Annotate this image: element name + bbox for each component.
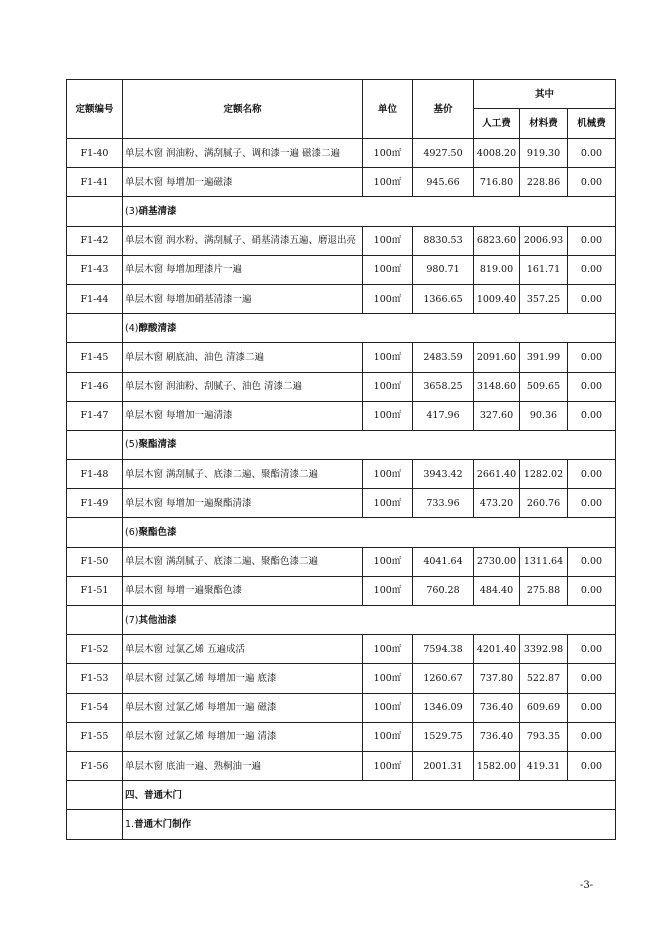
- row-code: F1-56: [67, 751, 123, 780]
- table-body: [67, 139, 616, 840]
- row-unit: 100㎡: [363, 722, 413, 751]
- row-unit: 100㎡: [363, 372, 413, 401]
- row-name: 单层木窗 每增加理漆片一遍: [123, 255, 363, 284]
- table-row: [67, 226, 616, 255]
- row-name: 单层木窗 每增加一遍磁漆: [123, 168, 363, 197]
- row-material: 260.76: [520, 489, 568, 518]
- row-material: 357.25: [520, 284, 568, 313]
- row-unit: 100㎡: [363, 401, 413, 430]
- row-name: 单层木窗 每增加一遍清漆: [123, 401, 363, 430]
- table-row: [67, 489, 616, 518]
- row-base-price: 733.96: [413, 489, 474, 518]
- table-row: [67, 401, 616, 430]
- section-title: 四、普通木门: [125, 789, 183, 801]
- row-name: 单层木窗 每增加一遍聚酯清漆: [123, 489, 363, 518]
- section-title: 硝基清漆: [138, 205, 177, 217]
- row-base-price: 8830.53: [413, 226, 474, 255]
- row-labor: 737.80: [474, 664, 520, 693]
- section-code-cell: [67, 606, 123, 635]
- section-title: 普通木门制作: [134, 818, 192, 830]
- row-unit: 100㎡: [363, 664, 413, 693]
- row-machine: 0.00: [568, 664, 616, 693]
- row-machine: 0.00: [568, 635, 616, 664]
- row-name: 单层木窗 底油一遍、熟桐油一遍: [123, 751, 363, 780]
- row-labor: 3148.60: [474, 372, 520, 401]
- row-material: 391.99: [520, 343, 568, 372]
- row-code: F1-52: [67, 635, 123, 664]
- row-base-price: 980.71: [413, 255, 474, 284]
- row-name: 单层木窗 过氯乙烯 每增加一遍 清漆: [123, 722, 363, 751]
- section-title: 醇酸清漆: [138, 322, 177, 334]
- section-title: 聚酯色漆: [138, 527, 177, 539]
- row-material: 228.86: [520, 168, 568, 197]
- row-base-price: 945.66: [413, 168, 474, 197]
- row-material: 522.87: [520, 664, 568, 693]
- table-row: [67, 664, 616, 693]
- section-code-cell: [67, 810, 123, 839]
- row-code: F1-43: [67, 255, 123, 284]
- row-material: 2006.93: [520, 226, 568, 255]
- header-among: 其中: [474, 80, 616, 109]
- row-base-price: 1346.09: [413, 693, 474, 722]
- row-machine: 0.00: [568, 343, 616, 372]
- row-code: F1-55: [67, 722, 123, 751]
- table-row: [67, 343, 616, 372]
- row-base-price: 760.28: [413, 576, 474, 605]
- row-machine: 0.00: [568, 460, 616, 489]
- table-row: [67, 460, 616, 489]
- row-labor: 4201.40: [474, 635, 520, 664]
- row-unit: 100㎡: [363, 635, 413, 664]
- row-material: 1282.02: [520, 460, 568, 489]
- row-labor: 327.60: [474, 401, 520, 430]
- row-material: 1311.64: [520, 547, 568, 576]
- page-number: -3-: [580, 880, 594, 891]
- row-name: 单层木窗 润水粉、满刮腻子、硝基清漆五遍、磨退出亮: [123, 226, 363, 255]
- row-labor: 819.00: [474, 255, 520, 284]
- header-code: 定额编号: [67, 80, 123, 139]
- row-machine: 0.00: [568, 751, 616, 780]
- table-row: [67, 547, 616, 576]
- row-name: 单层木窗 过氯乙烯 每增加一遍 磁漆: [123, 693, 363, 722]
- section-prefix: (5): [125, 439, 139, 451]
- table-row: [67, 635, 616, 664]
- row-labor: 736.40: [474, 693, 520, 722]
- section-heading: [123, 314, 616, 343]
- header-material: 材料费: [520, 109, 568, 139]
- row-material: 161.71: [520, 255, 568, 284]
- row-labor: 1582.00: [474, 751, 520, 780]
- section-row: [67, 781, 616, 810]
- row-name: 单层木窗 每增加硝基清漆一遍: [123, 284, 363, 313]
- row-unit: 100㎡: [363, 460, 413, 489]
- section-row: [67, 810, 616, 839]
- row-unit: 100㎡: [363, 226, 413, 255]
- row-machine: 0.00: [568, 401, 616, 430]
- header-name: 定额名称: [123, 80, 363, 139]
- row-labor: 473.20: [474, 489, 520, 518]
- row-name: 单层木窗 过氯乙烯 五遍成活: [123, 635, 363, 664]
- row-machine: 0.00: [568, 576, 616, 605]
- table-row: [67, 751, 616, 780]
- section-heading: [123, 781, 616, 810]
- section-code-cell: [67, 430, 123, 459]
- row-code: F1-40: [67, 139, 123, 168]
- row-unit: 100㎡: [363, 139, 413, 168]
- row-name: 单层木窗 满刮腻子、底漆二遍、聚酯清漆二遍: [123, 460, 363, 489]
- row-base-price: 1366.65: [413, 284, 474, 313]
- row-machine: 0.00: [568, 226, 616, 255]
- row-unit: 100㎡: [363, 751, 413, 780]
- section-row: [67, 197, 616, 226]
- row-machine: 0.00: [568, 255, 616, 284]
- row-code: F1-44: [67, 284, 123, 313]
- row-machine: 0.00: [568, 168, 616, 197]
- section-prefix: (7): [125, 614, 139, 626]
- row-labor: 6823.60: [474, 226, 520, 255]
- row-material: 419.31: [520, 751, 568, 780]
- row-base-price: 1260.67: [413, 664, 474, 693]
- row-labor: 2730.00: [474, 547, 520, 576]
- section-heading: [123, 810, 616, 839]
- row-code: F1-41: [67, 168, 123, 197]
- row-unit: 100㎡: [363, 168, 413, 197]
- row-material: 90.36: [520, 401, 568, 430]
- row-code: F1-49: [67, 489, 123, 518]
- section-heading: [123, 518, 616, 547]
- section-heading: [123, 197, 616, 226]
- row-unit: 100㎡: [363, 489, 413, 518]
- row-name: 单层木窗 过氯乙烯 每增加一遍 底漆: [123, 664, 363, 693]
- row-machine: 0.00: [568, 139, 616, 168]
- row-labor: 736.40: [474, 722, 520, 751]
- table-row: [67, 139, 616, 168]
- row-labor: 484.40: [474, 576, 520, 605]
- row-machine: 0.00: [568, 284, 616, 313]
- section-heading: [123, 430, 616, 459]
- header-machine: 机械费: [568, 109, 616, 139]
- row-machine: 0.00: [568, 489, 616, 518]
- header-base-price: 基价: [413, 80, 474, 139]
- row-material: 919.30: [520, 139, 568, 168]
- row-base-price: 1529.75: [413, 722, 474, 751]
- row-code: F1-51: [67, 576, 123, 605]
- section-prefix: (3): [125, 205, 139, 217]
- row-machine: 0.00: [568, 722, 616, 751]
- row-material: 3392.98: [520, 635, 568, 664]
- row-name: 单层木窗 刷底油、油色 清漆二遍: [123, 343, 363, 372]
- row-base-price: 2001.31: [413, 751, 474, 780]
- section-prefix: (4): [125, 322, 139, 334]
- row-name: 单层木窗 满刮腻子、底漆二遍、聚酯色漆二遍: [123, 547, 363, 576]
- row-unit: 100㎡: [363, 547, 413, 576]
- table-row: [67, 576, 616, 605]
- section-row: [67, 314, 616, 343]
- row-code: F1-42: [67, 226, 123, 255]
- row-code: F1-45: [67, 343, 123, 372]
- row-code: F1-47: [67, 401, 123, 430]
- row-labor: 2091.60: [474, 343, 520, 372]
- header-labor: 人工费: [474, 109, 520, 139]
- section-heading: [123, 606, 616, 635]
- row-code: F1-46: [67, 372, 123, 401]
- row-base-price: 4927.50: [413, 139, 474, 168]
- row-name: 单层木窗 润油粉、刮腻子、油色 清漆二遍: [123, 372, 363, 401]
- quota-table: [66, 79, 616, 840]
- section-prefix: (6): [125, 527, 139, 539]
- section-prefix: 1.: [125, 818, 135, 830]
- row-labor: 716.80: [474, 168, 520, 197]
- row-base-price: 417.96: [413, 401, 474, 430]
- row-base-price: 7594.38: [413, 635, 474, 664]
- section-code-cell: [67, 518, 123, 547]
- row-base-price: 4041.64: [413, 547, 474, 576]
- row-name: 单层木窗 润油粉、满刮腻子、调和漆一遍 磁漆二遍: [123, 139, 363, 168]
- row-labor: 1009.40: [474, 284, 520, 313]
- row-code: F1-54: [67, 693, 123, 722]
- row-material: 509.65: [520, 372, 568, 401]
- row-unit: 100㎡: [363, 255, 413, 284]
- row-material: 609.69: [520, 693, 568, 722]
- header-unit: 单位: [363, 80, 413, 139]
- row-base-price: 3658.25: [413, 372, 474, 401]
- row-code: F1-48: [67, 460, 123, 489]
- row-unit: 100㎡: [363, 343, 413, 372]
- section-code-cell: [67, 314, 123, 343]
- table-row: [67, 284, 616, 313]
- table-row: [67, 372, 616, 401]
- row-unit: 100㎡: [363, 693, 413, 722]
- row-machine: 0.00: [568, 547, 616, 576]
- row-base-price: 3943.42: [413, 460, 474, 489]
- row-labor: 4008.20: [474, 139, 520, 168]
- table-row: [67, 693, 616, 722]
- section-row: [67, 606, 616, 635]
- table-row: [67, 255, 616, 284]
- row-machine: 0.00: [568, 693, 616, 722]
- row-unit: 100㎡: [363, 284, 413, 313]
- table-row: [67, 722, 616, 751]
- row-base-price: 2483.59: [413, 343, 474, 372]
- section-code-cell: [67, 781, 123, 810]
- section-title: 聚酯清漆: [138, 439, 177, 451]
- row-unit: 100㎡: [363, 576, 413, 605]
- row-material: 793.35: [520, 722, 568, 751]
- section-row: [67, 430, 616, 459]
- table-row: [67, 168, 616, 197]
- row-labor: 2661.40: [474, 460, 520, 489]
- section-title: 其他油漆: [138, 614, 177, 626]
- row-name: 单层木窗 每增一遍聚酯色漆: [123, 576, 363, 605]
- section-code-cell: [67, 197, 123, 226]
- row-material: 275.88: [520, 576, 568, 605]
- row-code: F1-50: [67, 547, 123, 576]
- section-row: [67, 518, 616, 547]
- row-machine: 0.00: [568, 372, 616, 401]
- row-code: F1-53: [67, 664, 123, 693]
